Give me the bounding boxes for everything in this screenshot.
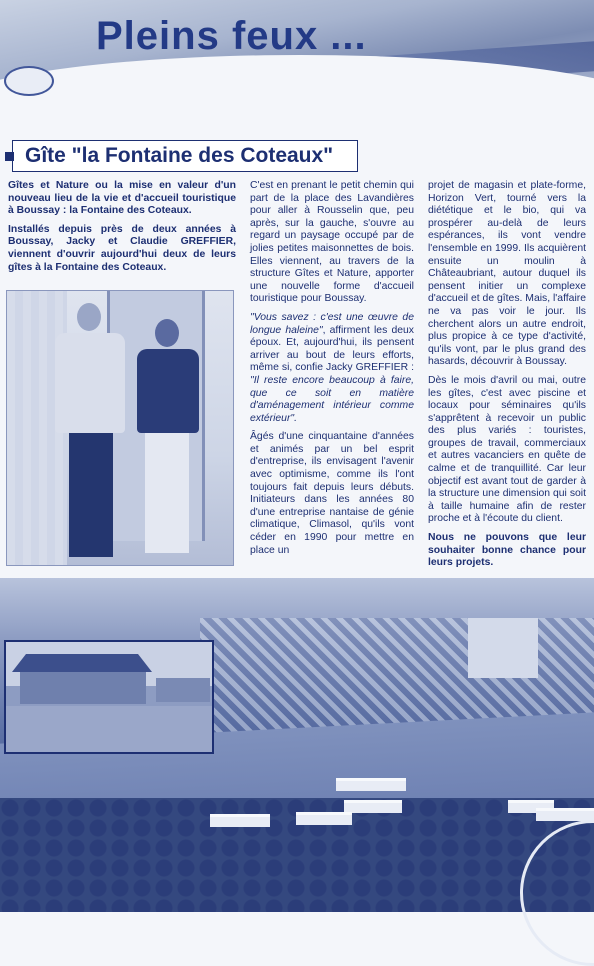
body-column-2 xyxy=(250,180,414,563)
col3-paragraph-1: projet de magasin et plate-forme, Horizon Vert, tourné vers la diététique et le bio, qui va prospérer au-delà de leurs espérances, ils vont vendre l'ensemble en 1999. Ils acquièrent ensuite un moulin à Châteaubriant, autour duquel ils pensent initier un complexe d'accueil et de gîtes. Mais, l'affaire ne va pas voir le jour. Ils cherchent alors un autre endroit, plus propice à ce type d'activité, qu'ils vont, par le plus grand des hasards, découvrir à Boussay. xyxy=(428,180,586,368)
photo-person-left xyxy=(55,303,125,561)
owners-photo xyxy=(6,290,234,566)
lead-paragraph-2: Installés depuis près de deux années à Boussay, Jacky et Claudie GREFFIER, viennent d'ouvrir aujourd'hui deux de leurs gîtes à la Fontaine des Coteaux. xyxy=(8,223,236,273)
quote-connector: , affirment les deux époux. Et, aujourd'hui, ils pensent arriver au bout de leurs efforts, même si, confie Jacky GREFFIER : xyxy=(250,324,414,374)
lead-column xyxy=(8,180,236,280)
col2-paragraph-3: Âgés d'une cinquantaine d'années et animés par un bel esprit d'entreprise, ils envisagent l'avenir avec optimisme, comme ils l'ont toujours fait depuis leurs débuts. Initiateurs dans les années 80 d'une entreprise nantaise de génie climatique, Climasol, qu'ils vont céder en 1990 pour mettre en place un xyxy=(250,431,414,556)
header-banner xyxy=(0,0,594,118)
gite-annex xyxy=(156,678,210,702)
gite-roof xyxy=(12,654,152,672)
body-column-3 xyxy=(428,180,586,576)
village-church xyxy=(468,618,538,678)
chalet-roof xyxy=(344,800,402,813)
chalet-roof xyxy=(536,808,594,821)
col3-paragraph-2: Dès le mois d'avril ou mai, outre les gîtes, c'est avec piscine et locaux pour séminaires qu'ils s'apprêtent à recevoir un public des plus variés : touristes, groupes de travail, commerciaux et autres vacanciers en quête de calme et de tranquillité. Car leur objectif est avant tout de garder à la structure une dimension qui soit à taille humaine afin de rester proche et à l'écoute du client. xyxy=(428,374,586,525)
chalet-roof xyxy=(210,814,270,827)
article-headline: Gîte "la Fontaine des Coteaux" xyxy=(25,144,334,167)
quote-1: "Vous savez : c'est une œuvre de longue haleine" xyxy=(250,311,414,336)
chalet-roof xyxy=(296,812,352,825)
page-title: Pleins feux ... xyxy=(96,14,367,58)
gite-house xyxy=(20,672,146,704)
col2-paragraph-1: C'est en prenant le petit chemin qui part de la place des Lavandières pour aller à Rousselin que, peu après, sur la gauche, s'ouvre au regard un paysage occupé par de jolies petites maisonnettes de bois. Elles viennent, au travers de la structure Gîtes et Nature, apporter une nouvelle forme d'accueil touristique pour Boussay. xyxy=(250,180,414,305)
bullet-square-icon xyxy=(5,152,14,161)
gite-inset-photo xyxy=(4,640,214,754)
lead-paragraph-1: Gîtes et Nature ou la mise en valeur d'un nouveau lieu de la vie et d'accueil touristique à Boussay : la Fontaine des Coteaux. xyxy=(8,180,236,217)
header-swirl xyxy=(0,55,594,118)
photo-person-right xyxy=(135,319,201,559)
closing-paragraph: Nous ne pouvons que leur souhaiter bonne chance pour leurs projets. xyxy=(428,532,586,569)
quote-2: "Il reste encore beaucoup à faire, que ce soit en matière d'aménagement intérieur comme extérieur". xyxy=(250,374,414,424)
chalet-roof xyxy=(336,778,406,791)
article-headline-box xyxy=(12,140,358,172)
col2-paragraph-2 xyxy=(250,312,414,425)
gite-lawn xyxy=(6,706,212,752)
header-ornament xyxy=(4,66,54,96)
